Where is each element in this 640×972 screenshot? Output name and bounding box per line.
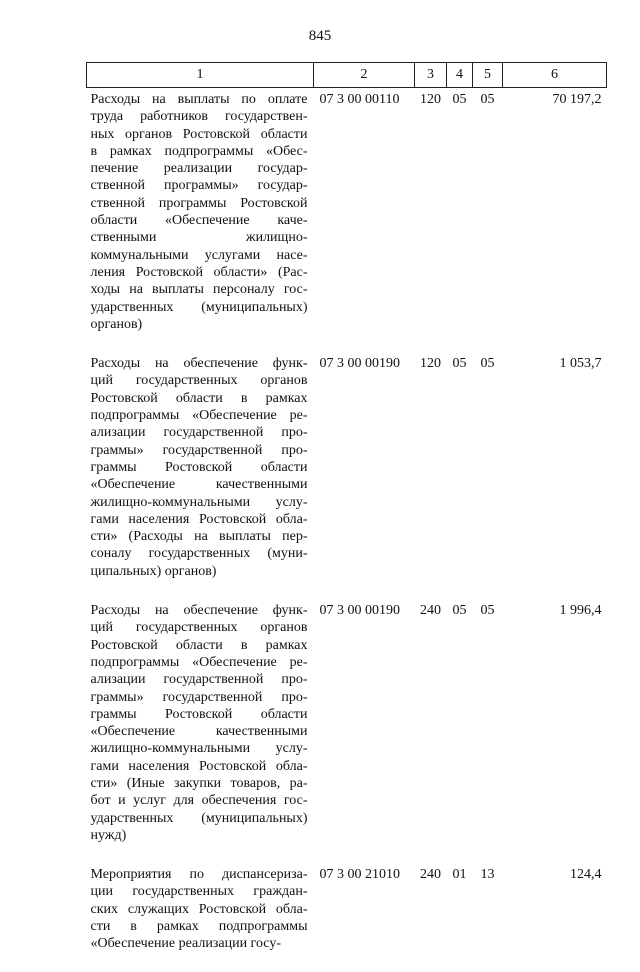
expense-name-line: ализации государственной про-	[90, 672, 308, 688]
expense-name-line: печение реализации государ-	[90, 161, 308, 177]
expense-name-line: гами населения Ростовской обла-	[90, 758, 308, 774]
section-code: 05	[452, 356, 467, 372]
expense-name-line: «Обеспечение качественными	[90, 724, 308, 740]
column-header-amount: 6	[503, 63, 607, 88]
expense-name-line: ходы на выплаты персоналу гос-	[90, 282, 308, 298]
expense-name-line: ции государственных граждан-	[90, 884, 308, 900]
expense-name-line: ализации государственной про-	[90, 425, 308, 441]
expense-name-line: гами населения Ростовской обла-	[90, 511, 308, 527]
expense-name-line: органов)	[90, 316, 143, 332]
table-row	[87, 88, 607, 353]
column-header-section: 4	[447, 63, 473, 88]
expense-name-line: граммы» государственной про-	[90, 689, 308, 705]
expense-name-line: Ростовской области в рамках	[90, 637, 308, 653]
expense-name-line: ций государственных органов	[90, 620, 308, 636]
expense-name	[87, 599, 314, 863]
expense-name-line: ственными жилищно-	[90, 230, 308, 246]
section-code: 01	[452, 867, 467, 883]
target-article-code: 07 3 00 00190	[319, 356, 400, 372]
expense-type-code: 120	[420, 356, 441, 372]
expense-type-code: 240	[420, 867, 441, 883]
table-body	[87, 88, 607, 972]
expense-name-line: «Обеспечение реализации госу-	[90, 936, 281, 952]
expense-type-code: 120	[420, 92, 441, 107]
amount: 1 996,4	[559, 603, 602, 619]
expense-name-line: бот и услуг для обеспечения гос-	[90, 793, 308, 809]
table-row	[87, 863, 607, 971]
expense-name-line: «Обеспечение качественными	[90, 477, 308, 493]
column-header-expense-type: 3	[415, 63, 447, 88]
amount: 70 197,2	[552, 92, 602, 107]
page-number: 845	[308, 28, 332, 44]
column-header-name: 1	[87, 63, 314, 88]
expense-type-code: 240	[420, 603, 441, 619]
target-article-code: 07 3 00 00190	[319, 603, 400, 619]
expense-name	[87, 352, 314, 599]
expense-name-line: Мероприятия по диспансеризa-	[90, 867, 308, 883]
section-code: 05	[452, 92, 467, 107]
expense-name-line: ударственных (муниципальных)	[90, 810, 308, 826]
target-article-code: 07 3 00 21010	[319, 867, 400, 883]
expense-name-line: коммунальными услугами насе-	[90, 247, 308, 263]
amount: 1 053,7	[559, 356, 602, 372]
expense-name-line: ций государственных органов	[90, 373, 308, 389]
expense-name-line: жилищно-коммунальными услу-	[90, 741, 308, 757]
section-code: 05	[452, 603, 467, 619]
table-header-row	[87, 63, 607, 88]
column-header-target-article: 2	[314, 63, 415, 88]
expense-name-line: ударственных (муниципальных)	[90, 299, 308, 315]
expense-name	[87, 863, 314, 971]
budget-table	[86, 62, 607, 972]
expense-name-line: нужд)	[90, 827, 127, 843]
table-row	[87, 599, 607, 863]
expense-name-line: в рамках подпрограммы «Обес-	[90, 143, 308, 159]
expense-name-line: соналу государственных (муни-	[90, 546, 308, 562]
column-header-subsection: 5	[473, 63, 503, 88]
table-row	[87, 352, 607, 599]
expense-name-line: ственной программы» государ-	[90, 178, 308, 194]
expense-name-line: области «Обеспечение каче-	[90, 213, 308, 229]
expense-name-line: труда работников государствен-	[90, 109, 308, 125]
expense-name	[87, 88, 314, 353]
expense-name-line: ственной программы Ростовской	[90, 195, 308, 211]
expense-name-line: граммы Ростовской области	[90, 459, 308, 475]
expense-name-line: подпрограммы «Обеспечение ре-	[90, 654, 308, 670]
subsection-code: 13	[480, 867, 495, 883]
expense-name-line: ципальных) органов)	[90, 563, 217, 579]
expense-name-line: сти» (Иные закупки товаров, ра-	[90, 775, 308, 791]
expense-name-line: граммы» государственной про-	[90, 442, 308, 458]
expense-name-line: ления Ростовской области» (Рас-	[90, 264, 308, 280]
amount: 124,4	[570, 867, 602, 883]
target-article-code: 07 3 00 00110	[319, 92, 400, 107]
subsection-code: 05	[480, 356, 495, 372]
expense-name-line: жилищно-коммунальными услу-	[90, 494, 308, 510]
expense-name-line: Расходы на обеспечение функ-	[90, 356, 308, 372]
expense-name-line: Расходы на обеспечение функ-	[90, 603, 308, 619]
expense-name-line: Ростовской области в рамках	[90, 390, 308, 406]
expense-name-line: ных органов Ростовской области	[90, 126, 308, 142]
expense-name-line: граммы Ростовской области	[90, 706, 308, 722]
subsection-code: 05	[480, 603, 495, 619]
expense-name-line: сти в рамках подпрограммы	[90, 919, 308, 935]
expense-name-line: Расходы на выплаты по оплате	[90, 92, 308, 107]
expense-name-line: подпрограммы «Обеспечение ре-	[90, 408, 308, 424]
subsection-code: 05	[480, 92, 495, 107]
expense-name-line: сти» (Расходы на выплаты пер-	[90, 529, 308, 545]
expense-name-line: ских служащих Ростовской обла-	[90, 901, 308, 917]
